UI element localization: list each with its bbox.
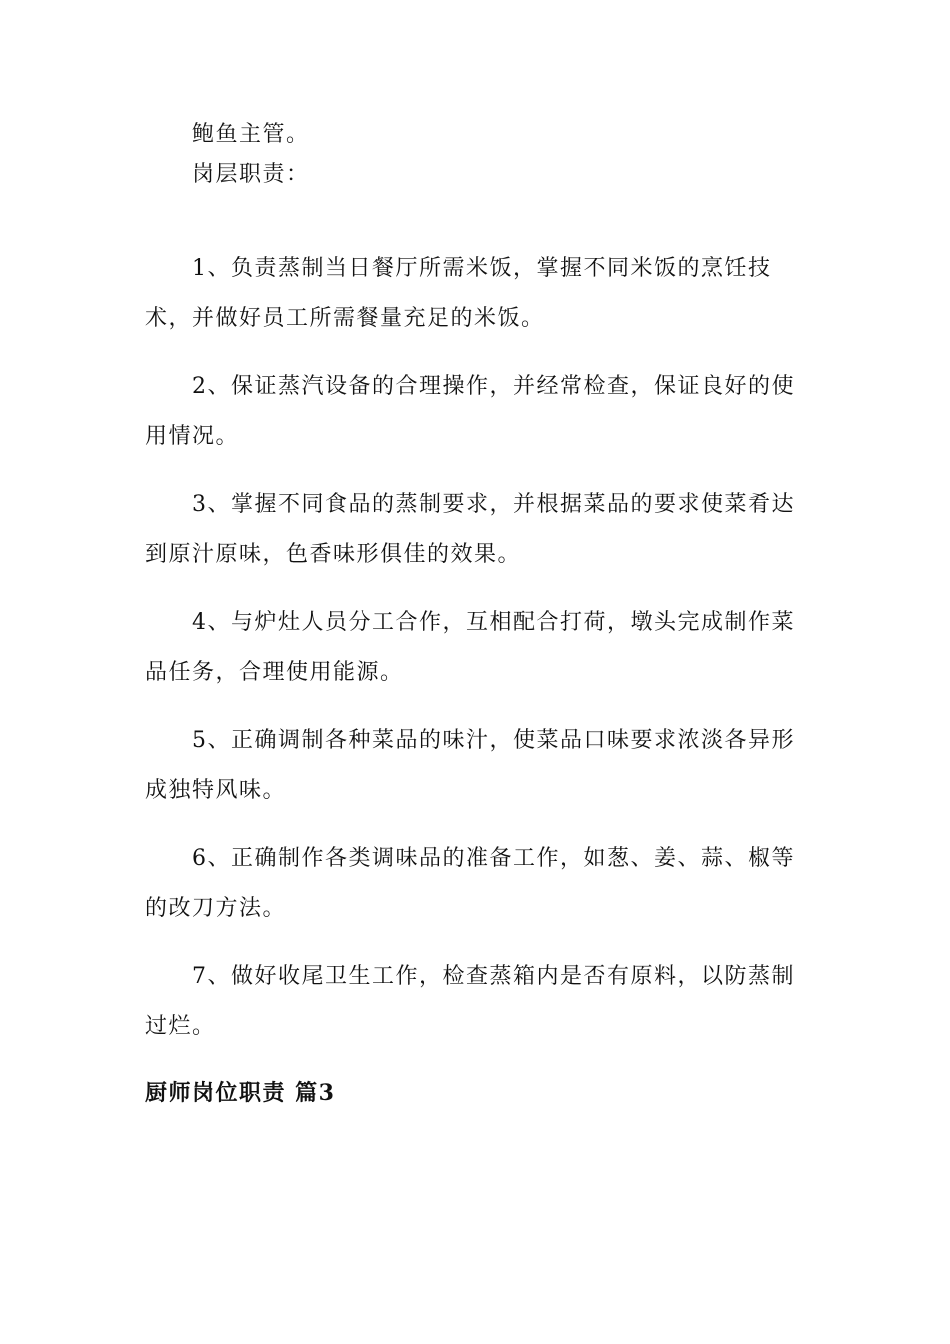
paragraph-duty-6: 6、正确制作各类调味品的准备工作，如葱、姜、蒜、椒等的改刀方法。 — [145, 846, 795, 921]
section-heading: 厨师岗位职责 篇3 — [145, 1080, 336, 1106]
paragraph-duty-3: 3、掌握不同食品的蒸制要求，并根据菜品的要求使菜肴达到原汁原味，色香味形俱佳的效果。 — [145, 492, 795, 567]
paragraph-duty-1: 1、负责蒸制当日餐厅所需米饭，掌握不同米饭的烹饪技术，并做好员工所需餐量充足的米饭。 — [145, 256, 772, 331]
paragraph-duties-label: 岗层职责： — [192, 162, 310, 187]
paragraph-duty-2: 2、保证蒸汽设备的合理操作，并经常检查，保证良好的使用情况。 — [145, 374, 795, 449]
paragraph-duty-4: 4、与炉灶人员分工合作，互相配合打荷，墩头完成制作菜品任务，合理使用能源。 — [145, 610, 795, 685]
paragraph-duty-5: 5、正确调制各种菜品的味汁，使菜品口味要求浓淡各异形成独特风味。 — [145, 728, 795, 803]
paragraph-abalone-supervisor: 鲍鱼主管。 — [192, 122, 310, 147]
paragraph-duty-7: 7、做好收尾卫生工作，检查蒸箱内是否有原料，以防蒸制过烂。 — [145, 964, 795, 1039]
